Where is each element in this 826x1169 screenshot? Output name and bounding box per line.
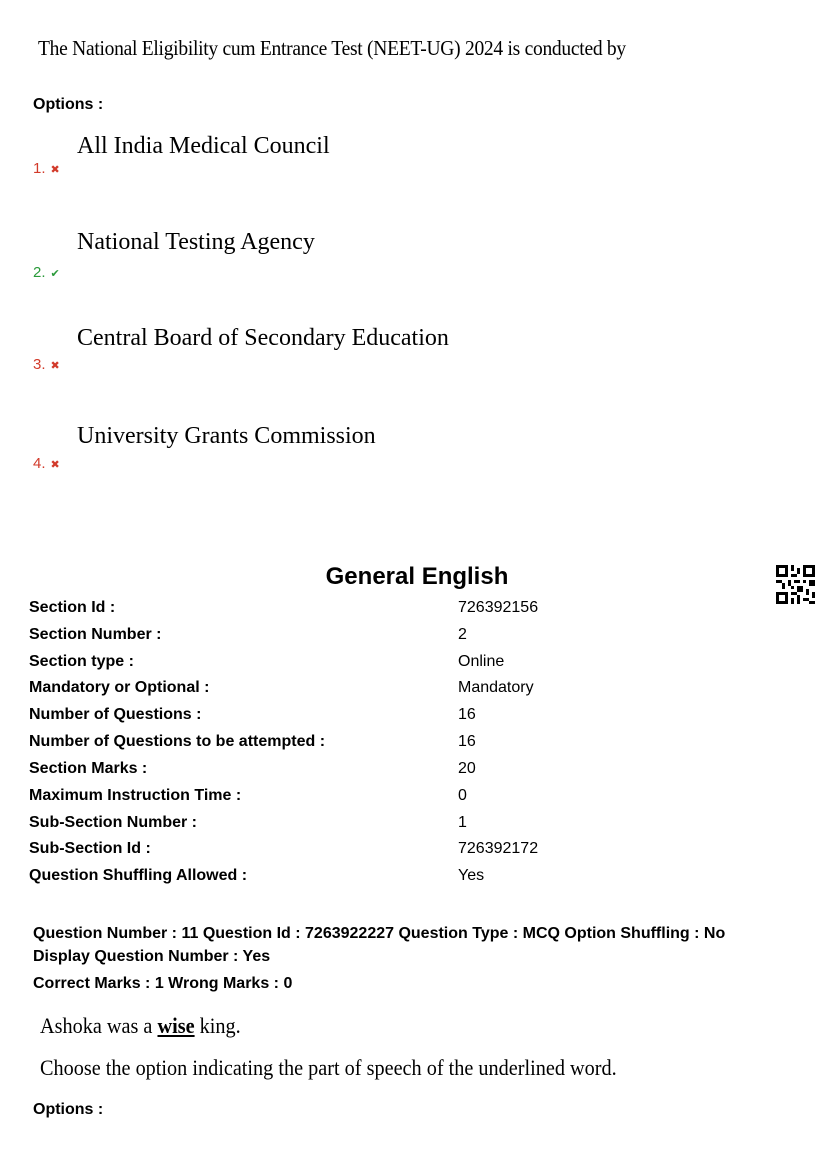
question-text: The National Eligibility cum Entrance Test (NEET-UG) 2024 is conducted by (38, 36, 626, 60)
question-display-number: Display Question Number : Yes (33, 948, 271, 965)
options-label: Options : (33, 1101, 104, 1118)
section-row: Sub-Section Number : 1 (29, 814, 467, 831)
section-row: Mandatory or Optional : Mandatory (29, 679, 534, 696)
section-row: Section Id : 726392156 (29, 599, 539, 616)
question-meta-line: Question Number : 11 Question Id : 7263922227 Question Type : MCQ Option Shuffling : No (33, 925, 726, 942)
check-icon: ✔ (50, 268, 60, 280)
section-row: Number of Questions to be attempted : 16 (29, 733, 476, 750)
option-3-number: 3. ✖ (33, 356, 60, 373)
cross-icon: ✖ (50, 164, 60, 176)
section-row: Section type : Online (29, 653, 505, 670)
underlined-word: wise (157, 1013, 195, 1038)
section-row: Section Marks : 20 (29, 760, 476, 777)
question-instruction: Choose the option indicating the part of speech of the underlined word. (40, 1055, 617, 1080)
qr-code-icon (776, 565, 815, 604)
section-row: Maximum Instruction Time : 0 (29, 787, 467, 804)
section-row: Question Shuffling Allowed : Yes (29, 867, 485, 884)
cross-icon: ✖ (50, 459, 60, 471)
option-4-number: 4. ✖ (33, 455, 60, 472)
question-sentence: Ashoka was a wise king. (40, 1013, 241, 1038)
section-title: General English (325, 563, 509, 590)
section-row: Section Number : 2 (29, 626, 467, 643)
option-1-text: All India Medical Council (77, 133, 330, 159)
option-2-number: 2. ✔ (33, 264, 60, 281)
options-label: Options : (33, 96, 104, 113)
option-2-text: National Testing Agency (77, 229, 315, 255)
section-row: Sub-Section Id : 726392172 (29, 840, 539, 857)
option-1-number: 1. ✖ (33, 160, 60, 177)
cross-icon: ✖ (50, 360, 60, 372)
option-4-text: University Grants Commission (77, 423, 376, 449)
option-3-text: Central Board of Secondary Education (77, 325, 449, 351)
section-row: Number of Questions : 16 (29, 706, 476, 723)
question-marks: Correct Marks : 1 Wrong Marks : 0 (33, 975, 293, 992)
